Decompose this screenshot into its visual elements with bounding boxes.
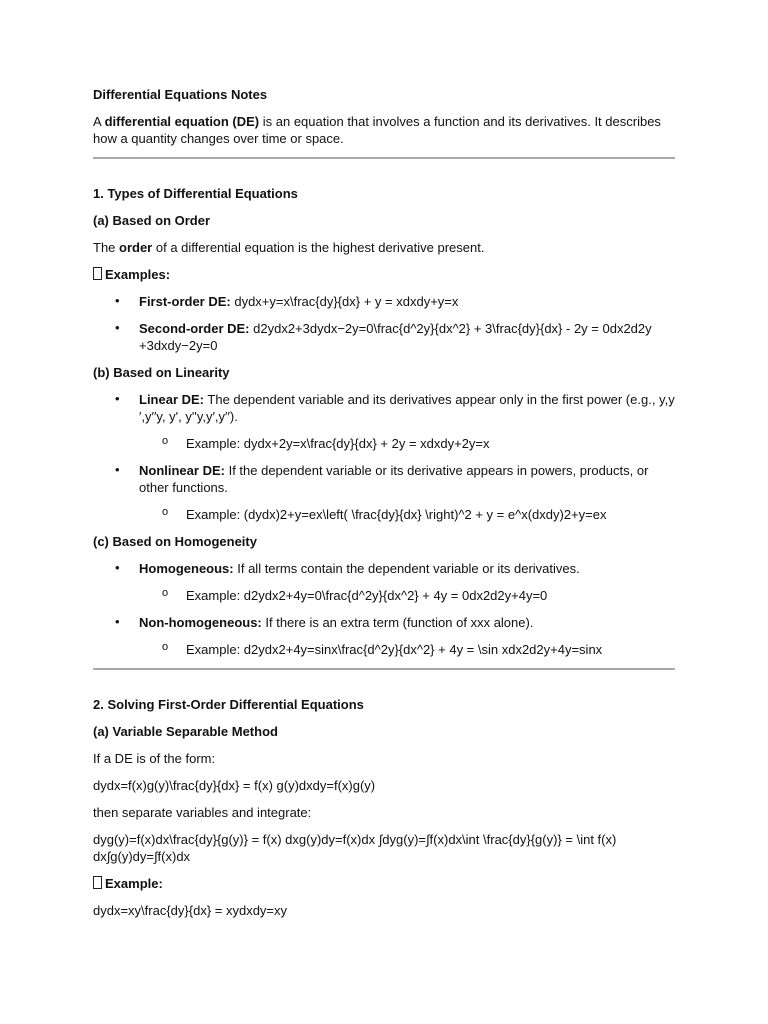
example-text: Example: (dydx)2+y=ex\left( \frac{dy}{dx} \right)^2 + y = e^x(dxdy)2+y=ex	[186, 507, 607, 522]
sub-bullet-icon: o	[162, 641, 169, 653]
item-text: d2ydx2+3dydx−2y=0\frac{d^2y}{dx^2} + 3\frac{dy}{dx} - 2y = 0dx2d2y +3dxdy−2y=0	[139, 321, 652, 353]
sub-bullet-icon: o	[162, 587, 169, 599]
horizontal-divider	[93, 157, 675, 159]
list-item	[93, 320, 675, 354]
sub-list-item	[93, 641, 675, 658]
section-heading: 2. Solving First-Order Differential Equations	[93, 697, 364, 712]
examples-label	[93, 266, 675, 283]
example-text: Example: dydx+2y=x\frac{dy}{dx} + 2y = xdxdy+2y=x	[186, 436, 490, 451]
list-item	[93, 391, 675, 425]
sub-bullet-icon: o	[162, 435, 169, 447]
item-label: Linear DE:	[139, 392, 205, 407]
list-item	[93, 462, 675, 496]
bullet-icon: •	[115, 560, 120, 575]
item-text: dydx+y=x\frac{dy}{dx} + y = xdxdy+y=x	[230, 294, 459, 309]
list-item	[93, 614, 675, 631]
order-term: order	[119, 240, 153, 255]
equation-text: dydx=f(x)g(y)\frac{dy}{dx} = f(x) g(y)dxdy=f(x)g(y)	[93, 778, 376, 793]
bullet-icon: •	[115, 391, 120, 406]
item-label: First-order DE:	[139, 294, 231, 309]
item-label: Nonlinear DE:	[139, 463, 225, 478]
subsection-heading: (c) Based on Homogeneity	[93, 534, 257, 549]
intro-rest: is an equation that involves a function and its derivatives. It describes how a quantity changes over time or space.	[93, 114, 661, 146]
sub-bullet-icon: o	[162, 506, 169, 518]
missing-glyph-icon	[93, 876, 102, 889]
missing-glyph-icon	[93, 267, 102, 280]
item-label: Homogeneous:	[139, 561, 234, 576]
bullet-icon: •	[115, 320, 120, 335]
sub-list-item	[93, 435, 675, 452]
item-label: Second-order DE:	[139, 321, 250, 336]
subsection-heading: (a) Based on Order	[93, 213, 211, 228]
item-text: If all terms contain the dependent variable or its derivatives.	[233, 561, 580, 576]
list-item	[93, 560, 675, 577]
bullet-icon: •	[115, 293, 120, 308]
examples-label-text: Examples:	[105, 267, 171, 282]
sub-list-item	[93, 587, 675, 604]
order-para-rest: of a differential equation is the highest derivative present.	[152, 240, 485, 255]
equation-text: dyg(y)=f(x)dx\frac{dy}{g(y)} = f(x) dxg(y)dy=f(x)dx ∫dyg(y)=∫f(x)dx\int \frac{dy}{g(y)} = \int f(x) dx∫g(y)dy=∫f(x)dx	[93, 832, 617, 864]
item-text: If there is an extra term (function of xxx alone).	[261, 615, 534, 630]
item-label: Non-homogeneous:	[139, 615, 262, 630]
horizontal-divider	[93, 668, 675, 670]
list-item	[93, 293, 675, 310]
bullet-icon: •	[115, 462, 120, 477]
item-text: If the dependent variable or its derivative appears in powers, products, or other functions.	[139, 463, 649, 495]
sub-list-item	[93, 506, 675, 523]
then-text: then separate variables and integrate:	[93, 805, 312, 820]
subsection-heading: (b) Based on Linearity	[93, 365, 230, 380]
document-page	[93, 86, 675, 929]
example-label-text: Example:	[105, 876, 163, 891]
intro-paragraph	[93, 113, 675, 147]
intro-term: differential equation (DE)	[104, 114, 260, 129]
example-text: Example: d2ydx2+4y=sinx\frac{d^2y}{dx^2} + 4y = \sin xdx2d2y+4y=sinx	[186, 642, 603, 657]
subsection-heading: (a) Variable Separable Method	[93, 724, 278, 739]
section-heading: 1. Types of Differential Equations	[93, 186, 298, 201]
item-text: The dependent variable and its derivatives appear only in the first power (e.g., y,y ′,y′′y, y', y''y,y′,y′′).	[139, 392, 675, 424]
order-para-prefix: The	[93, 240, 120, 255]
examples-label	[93, 875, 675, 892]
equation-text: dydx=xy\frac{dy}{dx} = xydxdy=xy	[93, 903, 288, 918]
example-text: Example: d2ydx2+4y=0\frac{d^2y}{dx^2} + 4y = 0dx2d2y+4y=0	[186, 588, 548, 603]
order-paragraph	[93, 239, 675, 256]
document-title: Differential Equations Notes	[93, 87, 268, 102]
bullet-icon: •	[115, 614, 120, 629]
intro-prefix: A	[93, 114, 105, 129]
form-intro: If a DE is of the form:	[93, 751, 216, 766]
